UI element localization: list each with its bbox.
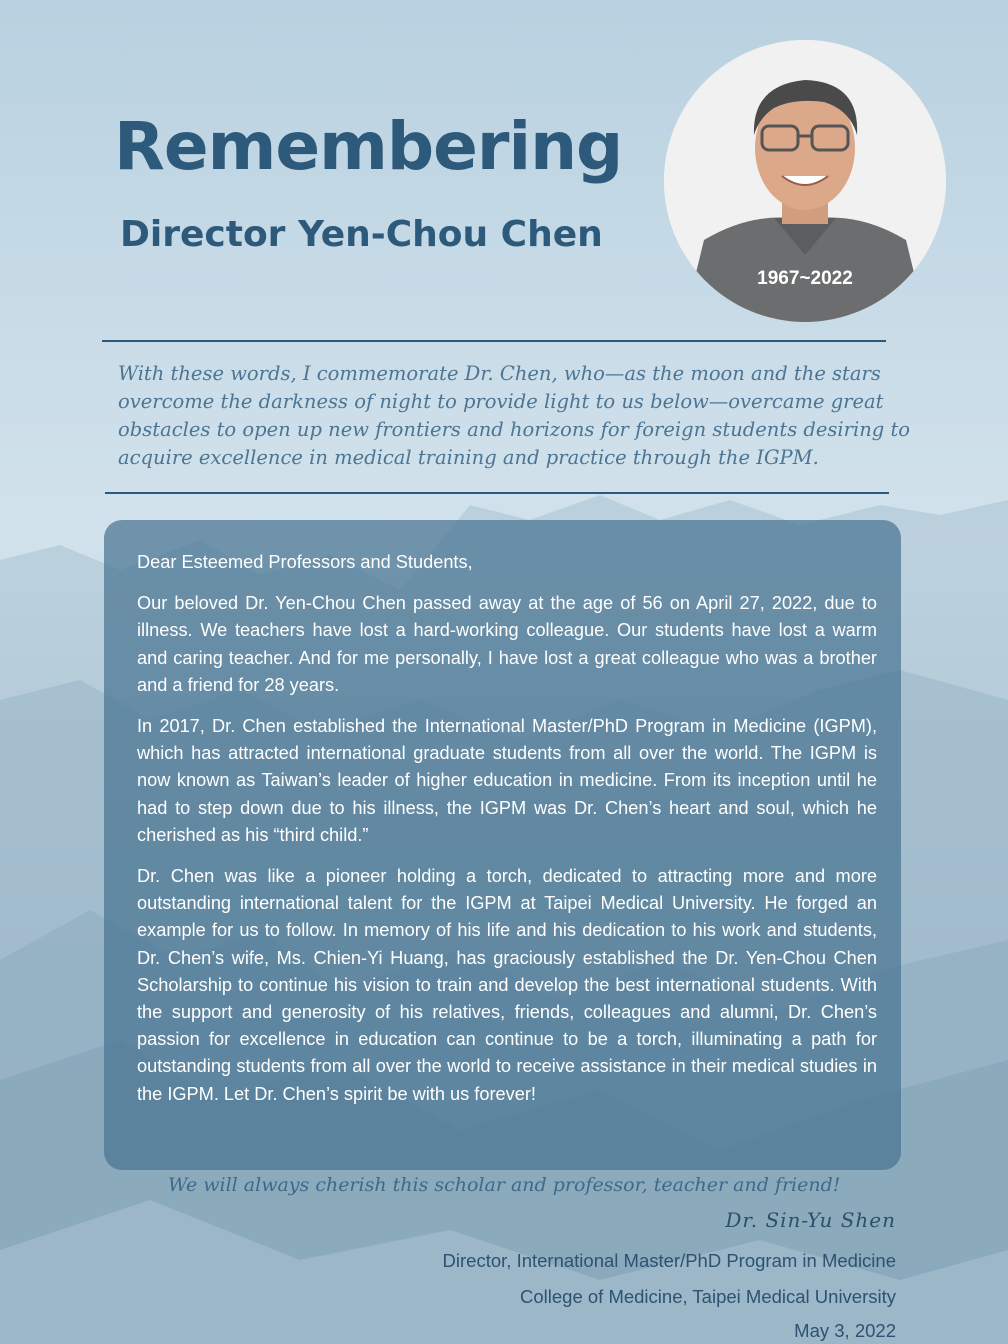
signature-name: Dr. Sin-Yu Shen bbox=[725, 1208, 896, 1232]
divider-bottom bbox=[105, 492, 889, 494]
commemorative-quote: With these words, I commemorate Dr. Chen, who—as the moon and the stars overcome the darkness of night to provide light to us below—overcame great obstacles to open up new frontiers and horizons for foreign students desiring to acquire excellence in medical training and practice through the IGPM. bbox=[118, 362, 911, 469]
letter-greeting: Dear Esteemed Professors and Students, bbox=[137, 552, 473, 572]
portrait-years: 1967~2022 bbox=[757, 268, 853, 289]
page-title: Remembering bbox=[114, 108, 623, 185]
letter-body bbox=[137, 549, 877, 1122]
signature-title: Director, International Master/PhD Program in Medicine bbox=[442, 1250, 896, 1271]
portrait-photo bbox=[664, 40, 946, 322]
letter-paragraph-2: In 2017, Dr. Chen established the International Master/PhD Program in Medicine (IGPM), which has attracted international graduate students from all over the world. The IGPM is now known as Taiwan’s leader of higher education in medicine. From its inception until he had to step down due to his illness, the IGPM was Dr. Chen’s heart and soul, which he cherished as his “third child.” bbox=[137, 716, 877, 845]
closing-line: We will always cherish this scholar and professor, teacher and friend! bbox=[168, 1174, 841, 1196]
divider-top bbox=[102, 340, 886, 342]
page-subtitle: Director Yen-Chou Chen bbox=[120, 214, 603, 255]
signature-affiliation: College of Medicine, Taipei Medical University bbox=[520, 1286, 896, 1307]
letter-paragraph-1: Our beloved Dr. Yen-Chou Chen passed away at the age of 56 on April 27, 2022, due to illness. We teachers have lost a hard-working colleague. Our students have lost a warm and caring teacher. And for me personally, I have lost a great colleague who was a brother and a friend for 28 years. bbox=[137, 593, 877, 695]
signature-date: May 3, 2022 bbox=[794, 1320, 896, 1341]
letter-paragraph-3: Dr. Chen was like a pioneer holding a torch, dedicated to attracting more and more outstanding international talent for the IGPM at Taipei Medical University. He forged an example for us to follow. In memory of his life and his dedication to his work and students, Dr. Chen’s wife, Ms. Chien-Yi Huang, has graciously established the Dr. Yen-Chou Chen Scholarship to continue his vision to train and develop the best international students. With the support and generosity of his relatives, friends, colleagues and alumni, Dr. Chen’s passion for excellence in education can continue to be a torch, illuminating a path for outstanding students from all over the world to receive assistance in their medical studies in the IGPM. Let Dr. Chen’s spirit be with us forever! bbox=[137, 866, 877, 1104]
